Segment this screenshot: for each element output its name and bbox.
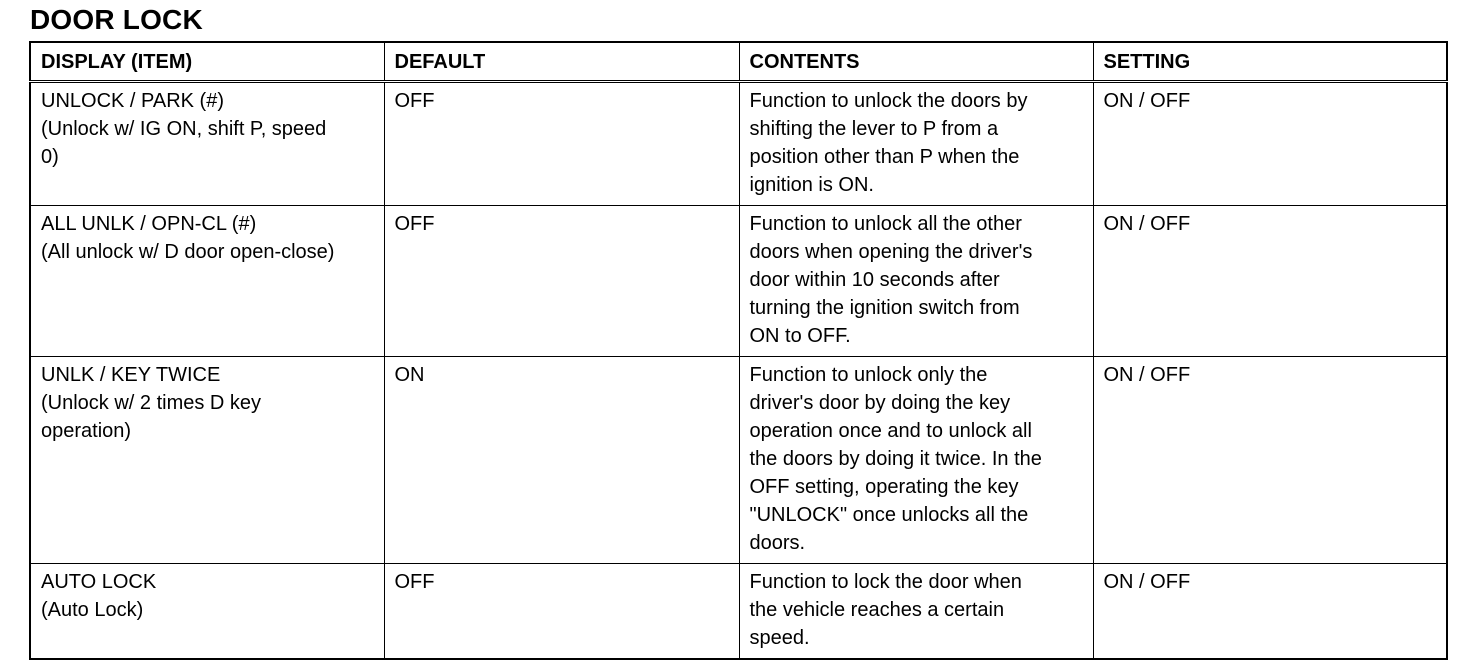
table-row — [30, 357, 1447, 564]
page-title: DOOR LOCK — [30, 4, 203, 35]
cell-setting: ON / OFF — [1093, 357, 1447, 564]
cell-contents: Function to unlock the doors by shifting the lever to P from a position other than P when the ignition is ON. — [739, 82, 1093, 206]
cell-setting: ON / OFF — [1093, 564, 1447, 660]
header-display-item: DISPLAY (ITEM) — [30, 42, 384, 82]
cell-setting: ON / OFF — [1093, 82, 1447, 206]
cell-item: UNLK / KEY TWICE (Unlock w/ 2 times D key operation) — [30, 357, 384, 564]
cell-default: OFF — [384, 82, 739, 206]
cell-contents: Function to unlock only the driver's door by doing the key operation once and to unlock all the doors by doing it twice. In the OFF setting, operating the key "UNLOCK" once unlocks all the doors. — [739, 357, 1093, 564]
cell-contents: Function to unlock all the other doors when opening the driver's door within 10 seconds after turning the ignition switch from ON to OFF. — [739, 206, 1093, 357]
table-header-row — [30, 42, 1447, 82]
table-row — [30, 564, 1447, 660]
cell-default: OFF — [384, 206, 739, 357]
cell-item: AUTO LOCK (Auto Lock) — [30, 564, 384, 660]
cell-default: ON — [384, 357, 739, 564]
cell-setting: ON / OFF — [1093, 206, 1447, 357]
table-row — [30, 82, 1447, 206]
header-default: DEFAULT — [384, 42, 739, 82]
table-row — [30, 206, 1447, 357]
cell-item: ALL UNLK / OPN-CL (#) (All unlock w/ D door open-close) — [30, 206, 384, 357]
cell-default: OFF — [384, 564, 739, 660]
header-contents: CONTENTS — [739, 42, 1093, 82]
cell-item: UNLOCK / PARK (#) (Unlock w/ IG ON, shift P, speed 0) — [30, 82, 384, 206]
cell-contents: Function to lock the door when the vehicle reaches a certain speed. — [739, 564, 1093, 660]
door-lock-table — [29, 41, 1448, 660]
header-setting: SETTING — [1093, 42, 1447, 82]
